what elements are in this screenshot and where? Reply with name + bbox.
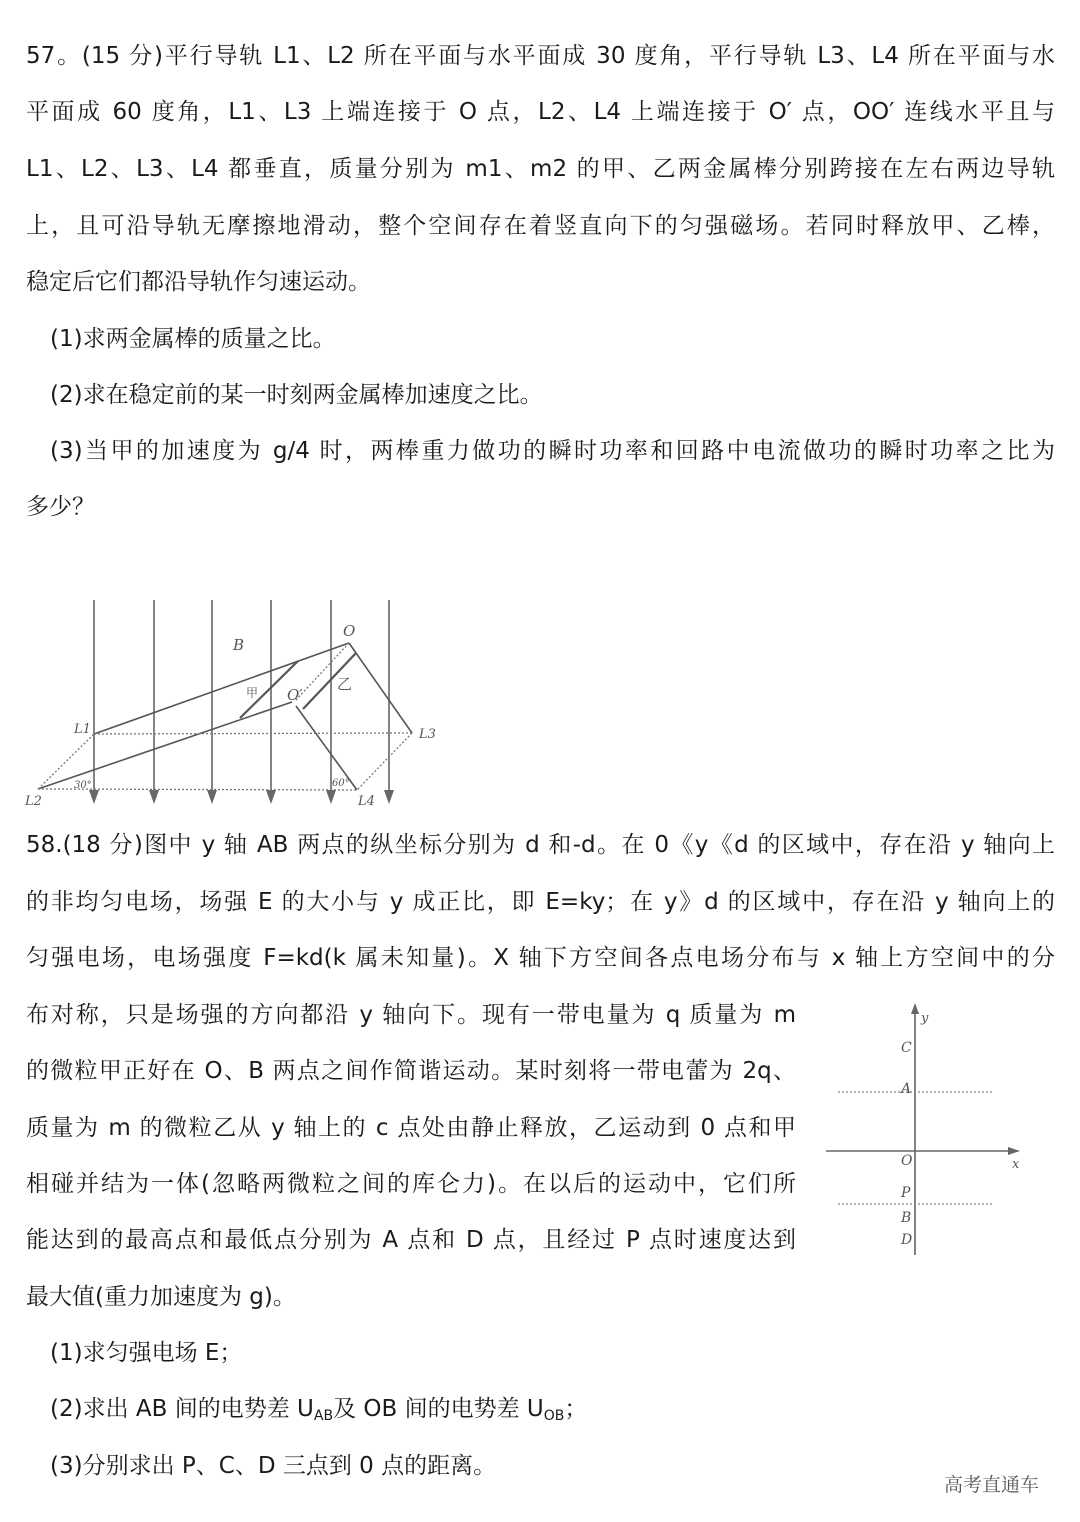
text: 及 OB 间的电势差 U: [333, 1396, 544, 1422]
label-B: B: [901, 1210, 912, 1226]
label-O: O: [343, 622, 356, 640]
q57-line: 平面成 60 度角，L1、L3 上端连接于 O 点，L2、L4 上端连接于 O′ 点，OO′ 连线水平且与: [26, 99, 1055, 125]
label-y: y: [921, 1011, 929, 1026]
q58-line: 匀强电场，电场强度 F=kd(k 属未知量)。X 轴下方空间各点电场分布与 x 轴上方空间中的分: [26, 945, 1055, 971]
rails-diagram: [0, 0, 460, 820]
label-yi: 乙: [337, 675, 353, 693]
text: (2)求出 AB 间的电势差 U: [50, 1396, 314, 1422]
label-L4: L4: [358, 794, 375, 809]
subscript: AB: [313, 1408, 334, 1424]
text: ；: [564, 1396, 588, 1422]
watermark: 高考直通车: [944, 1474, 1040, 1496]
q58-sub3: (3)分别求出 P、C、D 三点到 0 点的距离。: [50, 1453, 497, 1479]
q58-line: 能达到的最高点和最低点分别为 A 点和 D 点，且经过 P 点时速度达到: [26, 1227, 796, 1253]
q57-tail: 多少？: [26, 494, 95, 520]
q57-line: 稳定后它们都沿导轨作匀速运动。: [26, 269, 371, 295]
q57-line: 57。(15 分)平行导轨 L1、L2 所在平面与水平面成 30 度角，平行导轨 L3、L4 所在平面与水: [26, 43, 1055, 69]
label-O-prime: O′: [287, 686, 303, 704]
label-B: B: [233, 636, 245, 654]
label-P: P: [901, 1185, 911, 1201]
label-60deg: 60°: [332, 778, 350, 789]
label-L2: L2: [25, 794, 42, 809]
label-O: O: [901, 1153, 913, 1169]
label-x: x: [1012, 1157, 1020, 1172]
q58-tail: 最大值(重力加速度为 g)。: [26, 1284, 296, 1310]
label-L1: L1: [74, 722, 91, 737]
q58-line: 的非均匀电场，场强 E 的大小与 y 成正比，即 E=ky；在 y》d 的区域中，存在沿 y 轴向上的: [26, 889, 1055, 915]
q58-line: 布对称，只是场强的方向都沿 y 轴向下。现有一带电量为 q 质量为 m: [26, 1002, 796, 1028]
label-D: D: [901, 1232, 913, 1248]
q57-sub3: (3)当甲的加速度为 g/4 时，两棒重力做功的瞬时功率和回路中电流做功的瞬时功率之比为: [50, 438, 1055, 464]
q58-line: 质量为 m 的微粒乙从 y 轴上的 c 点处由静止释放，乙运动到 0 点和甲: [26, 1115, 796, 1141]
label-L3: L3: [419, 727, 436, 742]
label-C: C: [901, 1040, 912, 1056]
q58-line: 相碰并结为一体(忽略两微粒之间的库仑力)。在以后的运动中，它们所: [26, 1171, 796, 1197]
label-jia: 甲: [246, 686, 259, 700]
label-A: A: [901, 1081, 912, 1097]
label-30deg: 30°: [74, 780, 92, 791]
q57-line: 上，且可沿导轨无摩擦地滑动，整个空间存在着竖直向下的匀强磁场。若同时释放甲、乙棒，: [26, 213, 1055, 239]
subscript: OB: [543, 1408, 565, 1424]
q58-sub1: (1)求匀强电场 E；: [50, 1340, 243, 1366]
q57-line: L1、L2、L3、L4 都垂直，质量分别为 m1、m2 的甲、乙两金属棒分别跨接在左右两边导轨: [26, 156, 1055, 182]
q57-sub1: (1)求两金属棒的质量之比。: [50, 326, 336, 352]
q58-line: 58.(18 分)图中 y 轴 AB 两点的纵坐标分别为 d 和-d。在 0《y《d 的区域中，存在沿 y 轴向上: [26, 832, 1055, 858]
q58-line: 的微粒甲正好在 O、B 两点之间作简谐运动。某时刻将一带电蕾为 2q、: [26, 1058, 796, 1084]
q58-sub2: [50, 1394, 587, 1431]
q57-sub2: (2)求在稳定前的某一时刻两金属棒加速度之比。: [50, 382, 543, 408]
